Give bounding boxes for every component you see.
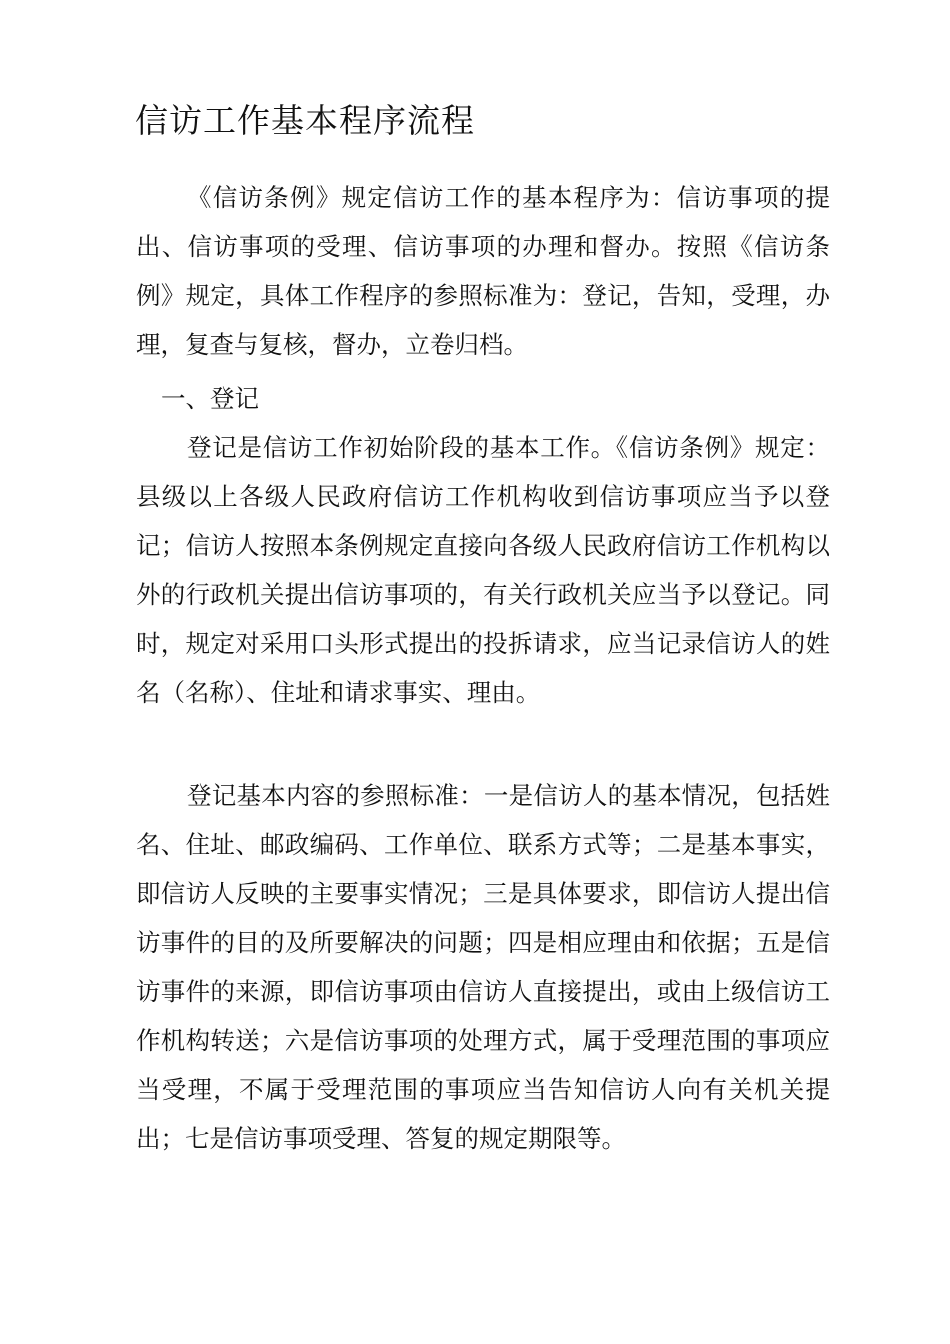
intro-paragraph: 《信访条例》规定信访工作的基本程序为：信访事项的提出、信访事项的受理、信访事项的办理和督办。按照《信访条例》规定，具体工作程序的参照标准为：登记，告知，受理，办理，复查与复核，督办，立卷归档。 — [136, 183, 830, 359]
registration-paragraph-2: 登记基本内容的参照标准：一是信访人的基本情况，包括姓名、住址、邮政编码、工作单位、联系方式等；二是基本事实，即信访人反映的主要事实情况；三是具体要求，即信访人提出信访事件的目的及所要解决的问题；四是相应理由和依据；五是信访事件的来源，即信访事项由信访人直接提出，或由上级信访工作机构转送；六是信访事项的处理方式，属于受理范围的事项应当受理，不属于受理范围的事项应当告知信访人向有关机关提出；七是信访事项受理、答复的规定期限等。 — [136, 781, 830, 1153]
registration-paragraph-1: 登记是信访工作初始阶段的基本工作。《信访条例》规定：县级以上各级人民政府信访工作机构收到信访事项应当予以登记；信访人按照本条例规定直接向各级人民政府信访工作机构以外的行政机关提出信访事项的，有关行政机关应当予以登记。同时，规定对采用口头形式提出的投拆请求，应当记录信访人的姓名（名称）、住址和请求事实、理由。 — [136, 433, 830, 707]
document-title: 信访工作基本程序流程 — [135, 101, 475, 140]
section-heading-registration: 一、登记 — [161, 384, 259, 413]
